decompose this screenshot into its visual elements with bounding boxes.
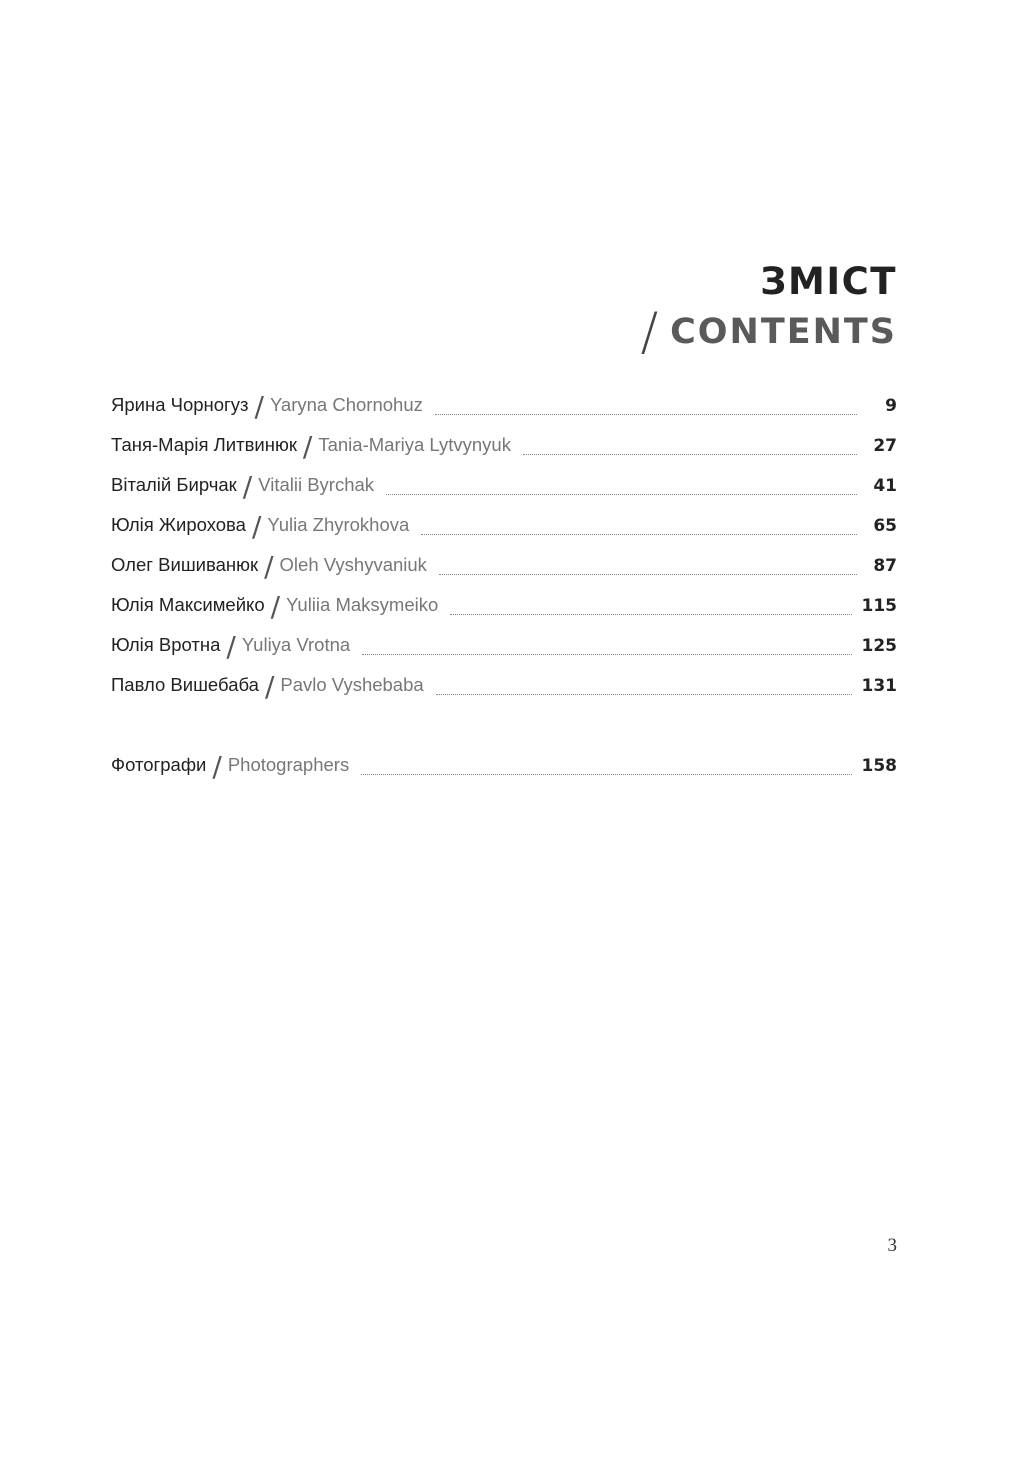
entry-separator: / <box>264 670 275 703</box>
entry-name-uk: Юлія Жирохова <box>111 514 246 535</box>
dotted-leader <box>436 693 852 695</box>
entry-page-number: 65 <box>873 516 897 536</box>
entry-name-en: Photographers <box>227 754 350 775</box>
entry-page-number: 158 <box>861 756 897 776</box>
entry-name-en: Yulia Zhyrokhova <box>267 514 410 535</box>
dotted-leader <box>523 453 857 455</box>
dotted-leader <box>386 493 857 495</box>
entry-name-en: Vitalii Byrchak <box>258 474 375 495</box>
entry-page-number: 9 <box>885 396 897 416</box>
dotted-leader <box>421 533 857 535</box>
entry-name-en: Yaryna Chornohuz <box>269 394 423 415</box>
toc-entry[interactable] <box>111 432 897 472</box>
entry-name-en: Yuliya Vrotna <box>241 634 351 655</box>
entry-name-uk: Ярина Чорногуз <box>111 394 249 415</box>
entry-separator: / <box>302 430 313 463</box>
entry-separator: / <box>254 390 264 423</box>
entry-page-number: 87 <box>873 556 897 576</box>
heading-slash: / <box>640 302 659 362</box>
entry-name-uk: Олег Вишиванюк <box>111 554 259 575</box>
toc-entry[interactable] <box>111 592 897 632</box>
entry-name-uk: Таня-Марія Литвинюк <box>111 434 297 455</box>
entry-separator: / <box>212 750 222 783</box>
entry-separator: / <box>251 510 262 543</box>
entry-name-en: Yuliia Maksymeiko <box>286 594 439 615</box>
page-number: 3 <box>887 1235 897 1256</box>
entry-name-en: Oleh Vyshyvaniuk <box>279 554 427 575</box>
entry-name-uk: Фотографи <box>111 754 207 775</box>
entry-page-number: 41 <box>873 476 897 496</box>
contents-heading <box>641 262 897 361</box>
entry-name-uk: Павло Вишебаба <box>111 674 259 695</box>
toc-entry[interactable] <box>111 392 897 432</box>
toc-entry[interactable] <box>111 672 897 712</box>
dotted-leader <box>450 613 851 615</box>
entry-name-uk: Віталій Бирчак <box>111 474 237 495</box>
dotted-leader <box>362 653 851 655</box>
entry-name-en: Tania-Mariya Lytvynyuk <box>318 434 511 455</box>
entry-page-number: 115 <box>861 596 897 616</box>
dotted-leader <box>435 413 857 415</box>
entry-separator: / <box>226 630 236 663</box>
entry-page-number: 27 <box>873 436 897 456</box>
heading-title-uk: ЗМІСТ <box>760 260 897 303</box>
entry-separator: / <box>242 470 253 503</box>
dotted-leader <box>439 573 857 575</box>
entry-name-en: Pavlo Vyshebaba <box>280 674 424 695</box>
dotted-leader <box>361 773 851 775</box>
entry-page-number: 131 <box>861 676 897 696</box>
heading-en-line <box>640 302 897 362</box>
entry-page-number: 125 <box>861 636 897 656</box>
entry-name-uk: Юлія Максимейко <box>111 594 265 615</box>
heading-title-en: CONTENTS <box>670 312 897 352</box>
entry-separator: / <box>264 550 274 583</box>
toc-entry[interactable] <box>111 512 897 552</box>
toc-entry[interactable] <box>111 632 897 672</box>
toc-entry[interactable] <box>111 472 897 512</box>
toc-entry[interactable] <box>111 552 897 592</box>
entry-name-uk: Юлія Вротна <box>111 634 221 655</box>
toc-entry-photographers[interactable] <box>111 752 897 792</box>
table-of-contents <box>111 392 897 792</box>
entry-separator: / <box>270 590 281 623</box>
